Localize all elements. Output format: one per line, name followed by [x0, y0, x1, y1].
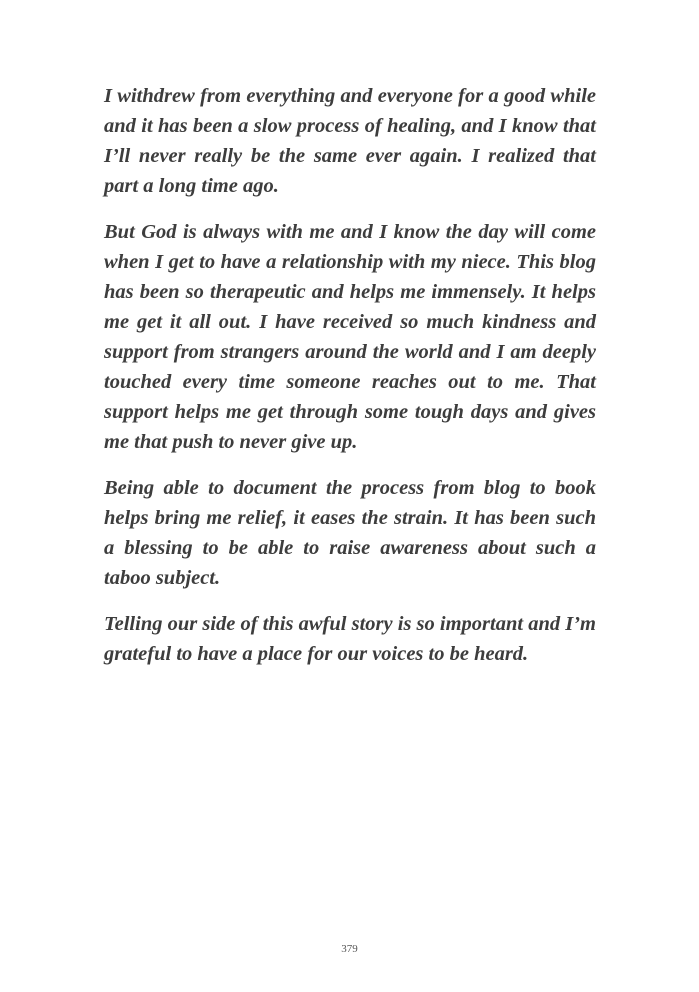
body-text [104, 81, 596, 685]
page-number: 379 [341, 943, 358, 955]
paragraph-1: I withdrew from everything and everyone for a good while and it has been a slow process of healing, and I know that I’ll never really be the same ever again. I realized that part a long time ago. [104, 85, 596, 197]
paragraph-2: But God is always with me and I know the day will come when I get to have a relationship with my niece. This blog has been so therapeutic and helps me immensely. It helps me get it all out. I have received so much kindness and support from strangers around the world and I am deeply touched every time someone reaches out to me. That support helps me get through some tough days and gives me that push to never give up. [104, 221, 596, 453]
paragraph-4: Telling our side of this awful story is so important and I’m grateful to have a place for our voices to be heard. [104, 613, 596, 665]
paragraph-3: Being able to document the process from blog to book helps bring me relief, it eases the strain. It has been such a blessing to be able to raise awareness about such a taboo subject. [104, 477, 596, 589]
